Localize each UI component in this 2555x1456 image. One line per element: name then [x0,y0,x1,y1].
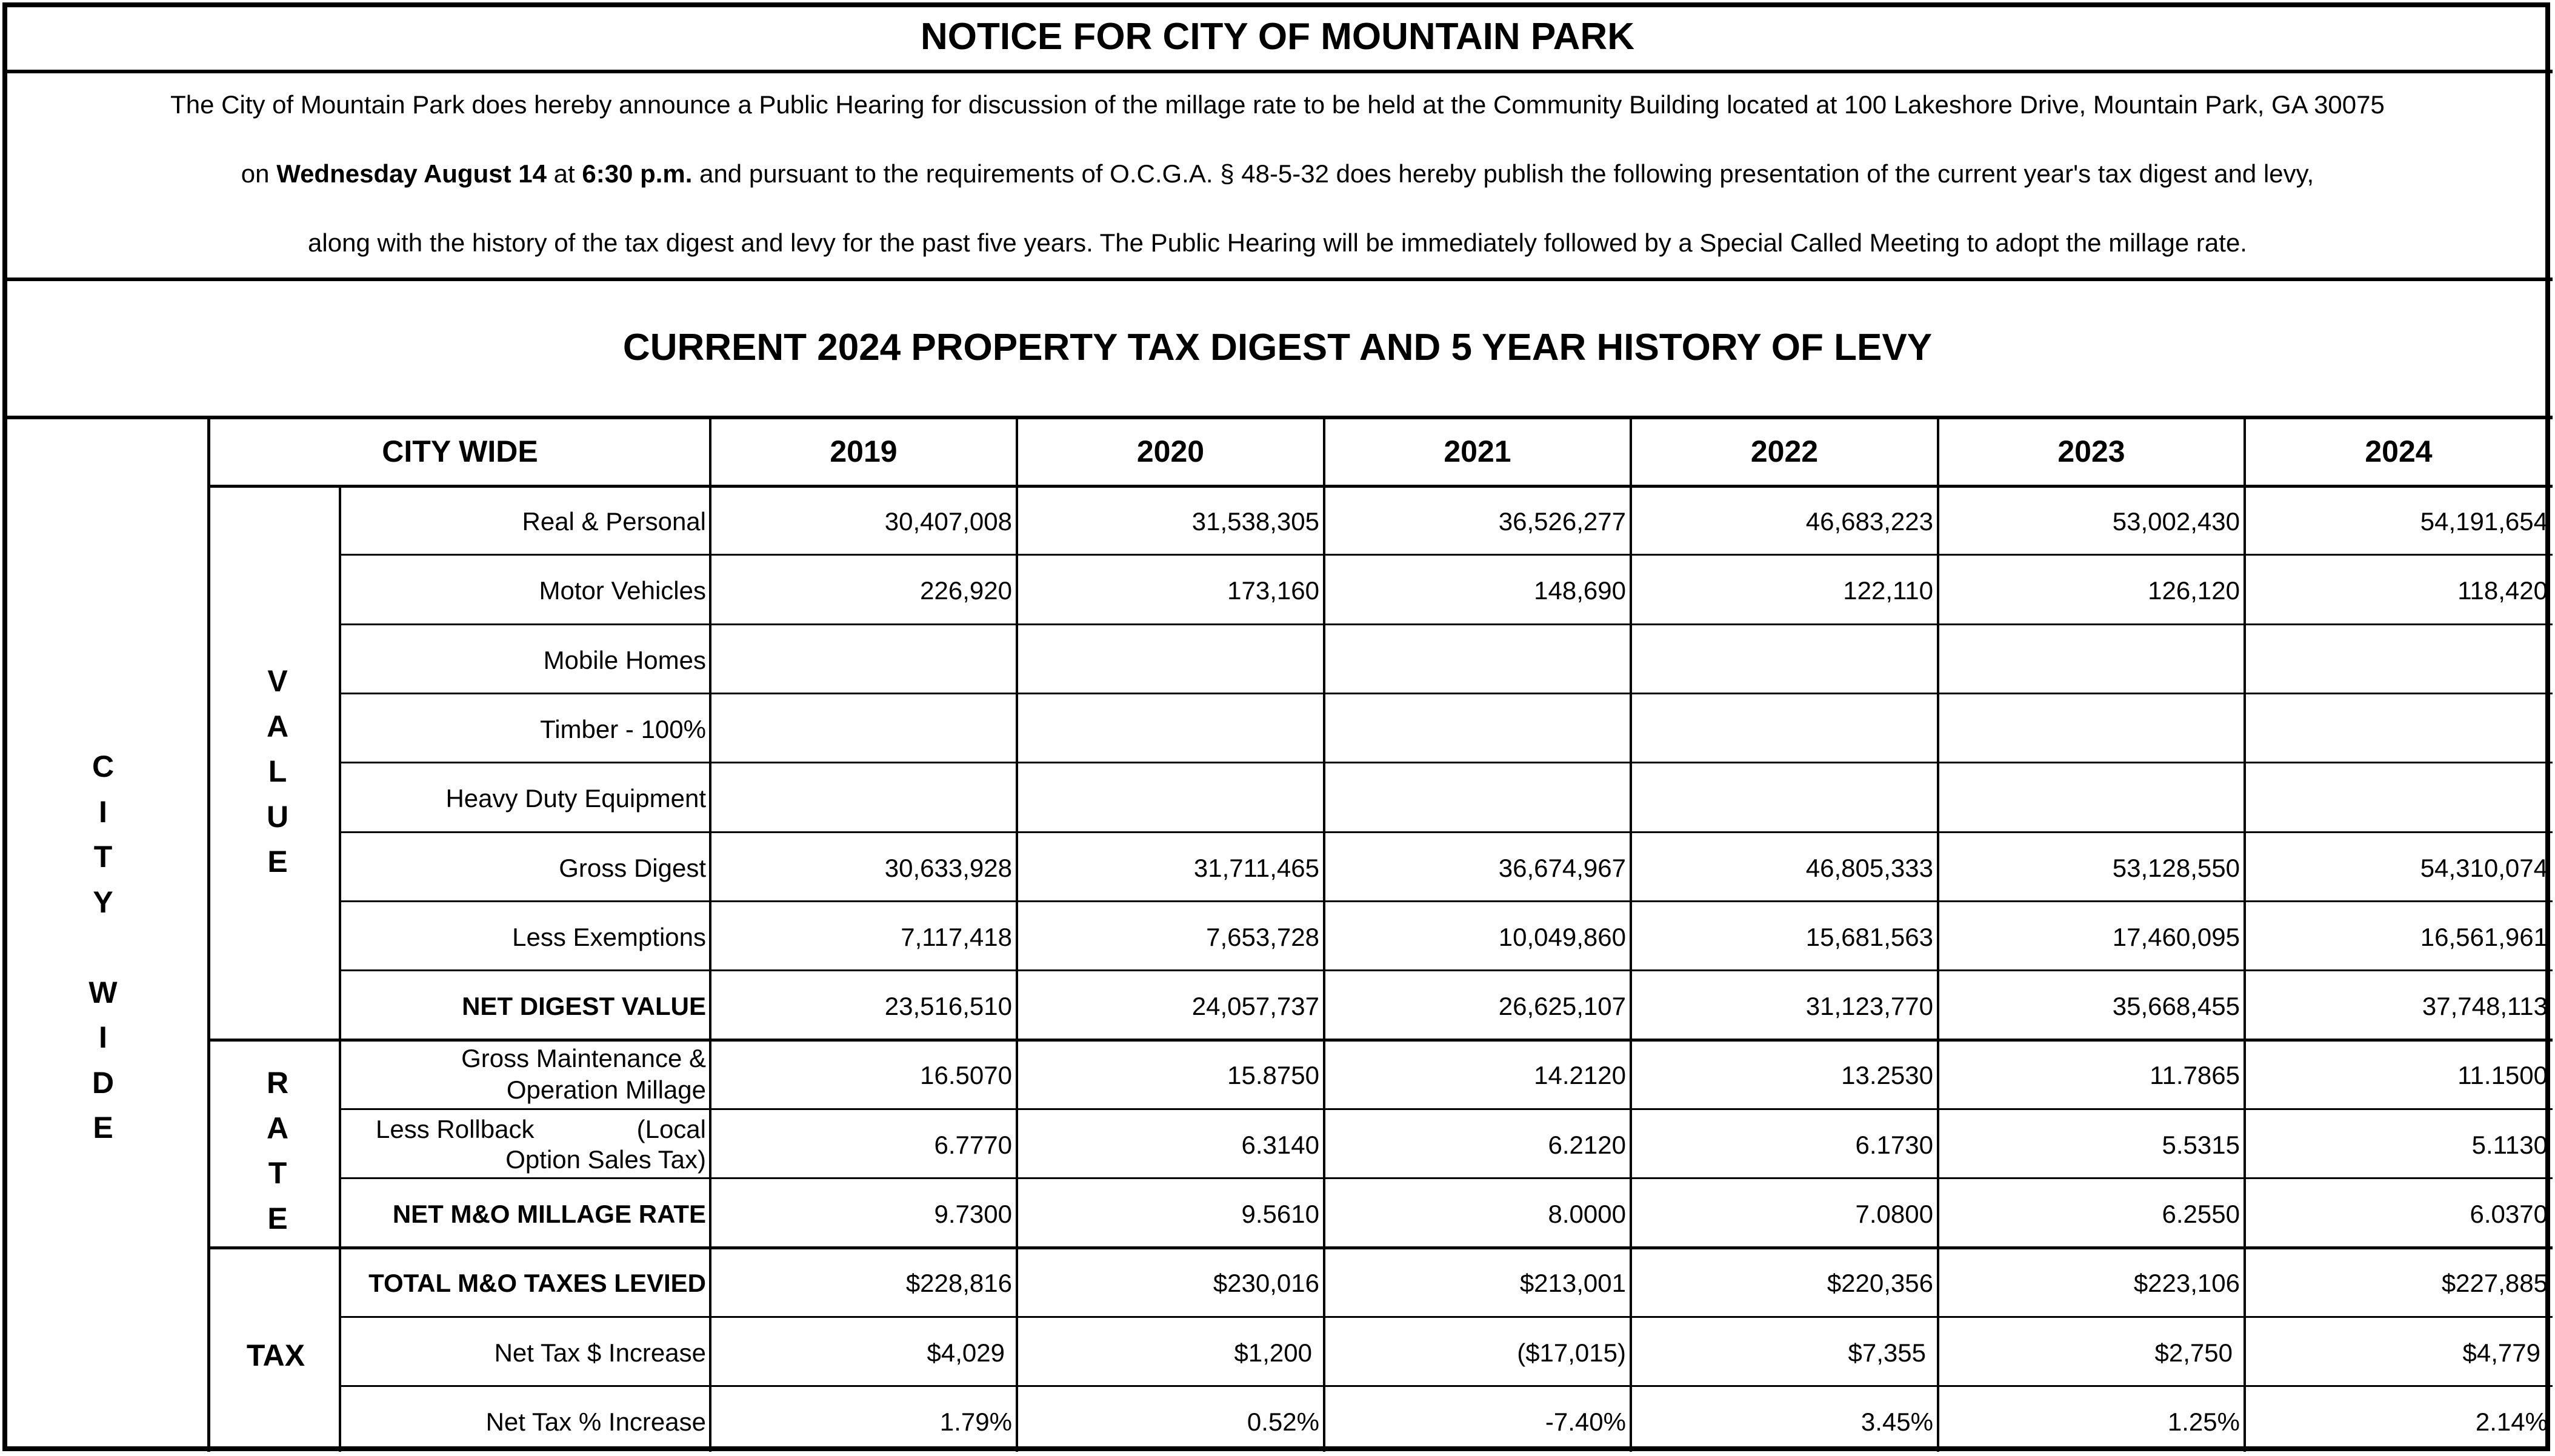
hearing-date: Wednesday August 14 [276,159,547,188]
value-group-label: V A L U E [266,664,289,879]
year-header: 2022 [1750,434,1819,468]
table-cell: 30,633,928 [884,853,1012,882]
rate-group-label: R A T E [266,1066,289,1235]
table-cell: 1.25% [2167,1407,2240,1436]
table-rule [339,1177,2553,1179]
table-rule [339,831,2553,833]
table-cell: 24,057,737 [1191,992,1319,1021]
table-cell: 30,407,008 [884,507,1012,536]
table-cell: 0.52% [1247,1407,1319,1436]
table-cell: 6.3140 [1241,1130,1319,1159]
table-rule [339,762,2553,763]
table-cell: $213,001 [1519,1269,1626,1298]
table-cell: $220,356 [1827,1269,1933,1298]
notice-title: NOTICE FOR CITY OF MOUNTAIN PARK [921,16,1634,58]
table-cell: $227,885 [2441,1269,2548,1298]
table-cell: 16,561,961 [2420,922,2548,951]
row-label: NET DIGEST VALUE [462,992,706,1021]
table-cell: 36,674,967 [1498,853,1626,882]
notice-line-3: along with the history of the tax digest and levy for the past five years. The Public Hearing will be immediately followed by a Special Called Meeting to adopt the millage rate. [308,228,2247,257]
row-label: Operation Millage [506,1075,706,1105]
table-cell: 6.2120 [1548,1130,1626,1159]
tax-group-label: TAX [246,1338,305,1372]
divider [2,70,2553,73]
hearing-time: 6:30 p.m. [582,159,693,188]
table-cell: $228,816 [905,1269,1012,1298]
table-cell: 9.5610 [1241,1200,1319,1228]
table-cell: 15,681,563 [1805,922,1933,951]
table-cell: ($17,015) [1517,1338,1626,1367]
table-cell: 31,711,465 [1193,853,1319,882]
table-cell: 16.5070 [920,1061,1012,1090]
table-cell: 118,420 [2457,576,2548,605]
table-cell: 226,920 [920,576,1012,605]
table-cell: 148,690 [1534,576,1626,605]
table-cell: 6.7770 [934,1130,1012,1159]
digest-title: CURRENT 2024 PROPERTY TAX DIGEST AND 5 YEAR HISTORY OF LEVY [622,327,1933,368]
table-cell: 8.0000 [1548,1200,1626,1228]
table-cell: 11.7865 [2150,1061,2240,1090]
row-label: Timber - 100% [540,714,706,743]
table-cell: 173,160 [1227,576,1319,605]
table-cell: 122,110 [1843,576,1933,605]
row-label: NET M&O MILLAGE RATE [392,1200,706,1228]
table-rule [207,485,2553,488]
row-label: Net Tax % Increase [485,1407,706,1436]
table-cell: $1,200 [1234,1338,1312,1367]
table-cell: 31,123,770 [1805,992,1933,1021]
table-rule [207,1039,2553,1042]
table-cell: 14.2120 [1534,1061,1626,1090]
table-cell: 11.1500 [2457,1061,2548,1090]
table-cell: 7,653,728 [1206,922,1319,951]
table-cell: $7,355 [1848,1338,1926,1367]
table-cell: $2,750 [2154,1338,2233,1367]
table-cell: 6.2550 [2162,1200,2240,1228]
year-header: 2024 [2365,434,2433,468]
table-rule [339,1108,2553,1110]
table-cell: 1.79% [939,1407,1012,1436]
table-cell: 53,002,430 [2112,507,2240,536]
row-label: (Local [636,1114,706,1143]
table-cell: 26,625,107 [1498,992,1626,1021]
divider [2,416,2553,419]
table-cell: $230,016 [1213,1269,1319,1298]
table-cell: 54,191,654 [2420,507,2548,536]
row-label: Net Tax $ Increase [494,1338,706,1367]
table-cell: 6.0370 [2470,1200,2548,1228]
table-cell: 53,128,550 [2112,853,2240,882]
table-rule [339,900,2553,902]
table-cell: 10,049,860 [1498,922,1626,951]
notice-line-2: on Wednesday August 14 at 6:30 p.m. and pursuant to the requirements of O.C.G.A. § 48-5-32 does hereby publish the following presentation of the current year's tax digest and levy, [241,159,2314,188]
table-cell: 54,310,074 [2420,853,2548,882]
table-cell: 46,683,223 [1805,507,1933,536]
row-label: Less Exemptions [512,922,706,951]
table-cell: $4,029 [927,1338,1005,1367]
table-cell: $223,106 [2133,1269,2240,1298]
table-cell: 31,538,305 [1191,507,1319,536]
table-cell: 37,748,113 [2422,992,2548,1021]
table-cell: 126,120 [2148,576,2240,605]
row-label: Option Sales Tax) [505,1145,706,1174]
notice-line-1: The City of Mountain Park does hereby announce a Public Hearing for discussion of the millage rate to be held at the Community Building located at 100 Lakeshore Drive, Mountain Park, GA 30075 [170,90,2385,119]
table-cell: 5.1130 [2471,1130,2548,1159]
table-cell: 35,668,455 [2112,992,2240,1021]
table-cell: 7.0800 [1855,1200,1933,1228]
city-wide-header: CITY WIDE [382,434,538,468]
row-label: Less Rollback [376,1114,535,1143]
table-cell: 7,117,418 [901,922,1012,951]
table-cell: 13.2530 [1841,1061,1933,1090]
table-cell: $4,779 [2462,1338,2540,1367]
table-cell: 36,526,277 [1498,507,1626,536]
row-label: TOTAL M&O TAXES LEVIED [368,1269,706,1298]
table-rule [207,1246,2553,1249]
table-cell: 5.5315 [2162,1130,2240,1159]
row-label: Gross Maintenance & [461,1044,706,1073]
year-header: 2020 [1136,434,1205,468]
row-label: Motor Vehicles [539,576,706,605]
table-cell: 17,460,095 [2112,922,2240,951]
table-cell: 15.8750 [1227,1061,1319,1090]
table-rule [339,623,2553,625]
row-label: Gross Digest [559,853,706,882]
table-cell: 2.14% [2475,1407,2548,1436]
city-wide-side-label: C I T Y W I D E [88,750,118,1145]
year-header: 2021 [1444,434,1511,468]
row-label: Mobile Homes [543,645,706,674]
table-rule [339,693,2553,694]
table-cell: 23,516,510 [884,992,1012,1021]
divider [2,278,2553,281]
table-rule [207,417,210,1452]
table-cell: 6.1730 [1855,1130,1933,1159]
table-rule [339,1385,2553,1387]
year-header: 2023 [2057,434,2125,468]
year-header: 2019 [830,434,898,468]
table-cell: -7.40% [1545,1407,1626,1436]
table-cell: 3.45% [1860,1407,1933,1436]
row-label: Heavy Duty Equipment [445,784,706,813]
table-cell: 46,805,333 [1805,853,1933,882]
table-rule [339,1316,2553,1318]
table-rule [339,486,341,1452]
table-rule [339,969,2553,971]
table-rule [339,554,2553,556]
table-cell: 9.7300 [934,1200,1012,1228]
row-label: Real & Personal [522,507,706,536]
